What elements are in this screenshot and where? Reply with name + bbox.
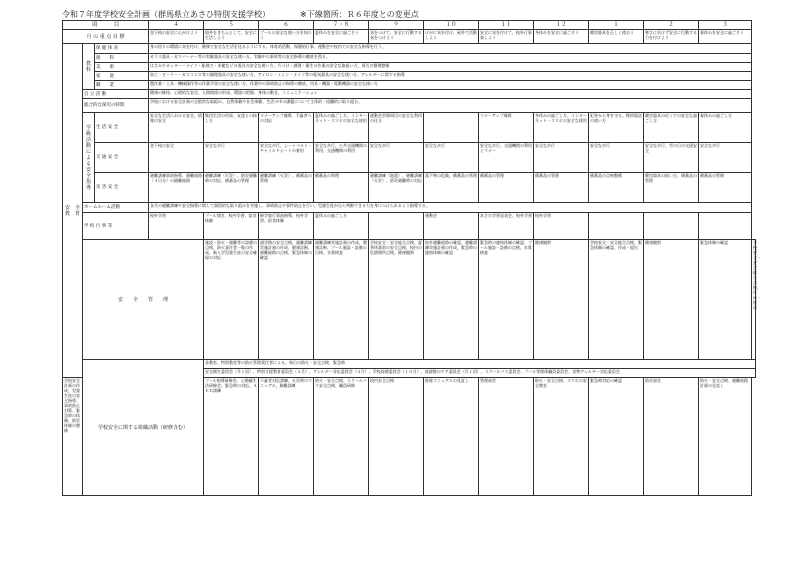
focus-cell: 冬休みを安全に過ごそう [534,30,589,44]
event-cell [589,213,644,240]
management-cell: 学校安全・安全総合点検、緊急体制の確認、作成・提出 [589,240,644,360]
plan-cell: 安全な歩行 [589,143,644,173]
focus-cell: 春休みを安全に過ごそう [699,30,752,44]
row-label: 生 活 安 全 [95,113,149,143]
subject-row [63,99,756,113]
management-cell: 学校安全・安全総合点検、夏季休業前の安全点検、校内の危険箇所点検、健康観察 [369,240,424,360]
subject-text: 健康の維持、心理的な安定、人間関係の形成、環境の把握、身体の動き、コミュニケーション [149,90,752,99]
plan-cell: 安全な歩行 [534,143,589,173]
focus-row [63,30,756,44]
plan-cell: 安全な歩行 [424,143,479,173]
safety-plan-table [62,20,761,496]
plan-cell: 集団生活の約束、友達との接し方 [204,113,259,143]
org-cell: 管理部会 [479,378,534,496]
month-7-8: ７・８ [314,21,369,30]
events-row [63,213,756,240]
org-cell: 防火・安全点検、避難経路計画の見直し [699,378,752,496]
plan-cell: 安全な歩行、公共交通機関の利用、交通機関の利用 [314,143,369,173]
plan-cell: 避難訓練（火災）、防災避難時の対応、備蓄品の管理 [204,173,259,203]
safety-education-label: 安 全 教 育 [63,44,83,378]
plan-cell: 暖房器具の扱い方、備蓄品の管理 [644,173,699,203]
subject-name: 美 術 [95,63,149,72]
management-cell: 施設・防火・避難等の設備の点検、防火責任者一覧の作成、新入学児童生徒の安全確保の対応 [204,240,259,360]
plan-cell: 冬休みの過ごし方、インターネット・スマホの安全な使用 [534,113,589,143]
month-12: １２ [534,21,589,30]
month-11: １１ [479,21,534,30]
homeroom-label: ホームルーム活動 [83,203,149,213]
focus-cell: 寒さに負けず安全に行動する力を付けよう [644,30,699,44]
subject-text: 農作業・工具・機械操作等の作業学習の安全な使い方、作業中の事故防止の指導の徹底、用具・機器・電動機器の安全な使い方 [149,81,752,90]
org-daily-text: 各教室、特別教室等の防火管理責任者による、毎日の防火・安全点検、緊急時 [204,360,756,369]
event-cell [644,213,699,240]
month-10: １０ [424,21,479,30]
plan-cell [424,113,479,143]
management-cell: 通学路の安全点検、避難訓練実施計画の作成、健康診断、避難経路の点検、緊急体制の確認 [259,240,314,360]
focus-cell: けがに気を付け、屋外で活動しよう [424,30,479,44]
event-cell: 校外学習 [534,213,589,240]
plan-cell: 暖房器具の近くでの安全な過ごし方 [644,113,699,143]
subject-row [63,81,756,90]
org-cell: 緊急時対応の確認 [589,378,644,496]
event-cell: プール開き、校外学習、給食体験 [204,213,259,240]
month-4: ４ [149,21,204,30]
subject-name: 総合的な探究の時間 [83,99,149,113]
org-cell: 推進マニュアルの見直し [424,378,479,496]
plan-cell: 備蓄品の管理 [534,173,589,203]
event-cell: 夏休みの過ごし方 [314,213,369,240]
subject-name: 保 健 体 育 [95,44,149,54]
subject-text: はさみやカッター・ナイフ・彫刻刀・木槌などの道具の安全な使い方、片づけ・調理・衛生の作業の安全な取扱い方、周辺の整理整頓 [149,63,752,72]
management-cell: 学校安全・安全総合点検、作成・提出 [752,240,756,360]
subject-row [63,72,756,81]
management-cell: 校外避難経路の確認、避難訓練実施計画の作成、緊急時の連絡体制の確認 [424,240,479,360]
plan-cell: 夏休みの過ごし方、インターネット・スマホの安全な使用 [314,113,369,143]
org-cell: 不審者対応訓練、火災時のマニュアル、避難訓練 [259,378,314,496]
org-cell: 防火・安全点検、スマホの安全教室 [534,378,589,496]
plan-cell: 安全な歩行、雪の日の交通安全 [644,143,699,173]
management-cell: 避難訓練実施計画の作成、健康診断、プール施設・設備の点検、水質検査 [314,240,369,360]
plan-cell: 安全な歩行 [699,143,752,173]
month-9: ９ [369,21,424,30]
organization-label: 学校安全に関する組織活動（研修含む） [83,360,204,496]
event-cell [699,213,752,240]
plan-cell: 安全な歩行、交通機関の利用とマナー [479,143,534,173]
subject-text: ガラス器具・ガスバーナー等の実験器具の安全な使い方、実験中の事故等の安全指導の徹底を図る。 [149,54,752,63]
org-cell: 防災部会 [644,378,699,496]
plan-cell: 安全な歩行 [369,143,424,173]
focus-cell: 暖房器具を正しく使おう [589,30,644,44]
plan-cell: 犯罪から身を守る、携帯電話の使い方 [589,113,644,143]
management-cell: 健康観察 [644,240,699,360]
plan-cell: 備蓄品の管理 [314,173,369,203]
focus-cell: 夏休みを安全に過ごそう [314,30,369,44]
document-title: 令和７年度学校安全計画（群馬県立あさひ特別支援学校） [62,10,270,19]
event-cell [369,213,424,240]
event-cell: 校外学習 [149,213,204,240]
subjects-label: 教 科 [83,44,95,90]
plan-cell: 避難訓練（火災）、備蓄品の管理 [259,173,314,203]
plan-cell: 運動会会場周辺の安全な利用の仕方 [369,113,424,143]
row-label: 災 害 安 全 [95,173,149,203]
change-note: ※下線箇所：Ｒ６年度との変更点 [300,10,419,19]
homeroom-row [63,203,756,213]
org-top-row [63,360,756,369]
focus-cell: 登下校の安全に心がけよう [149,30,204,44]
focus-cell: プールの安全な使い方を知ろう [259,30,314,44]
events-label: 学 校 行 事 等 [83,213,149,240]
plan-cell: 避難訓練事前指導、避難経路（３日分）の避難経路 [149,173,204,203]
plan-cell: 備蓄品の点検整備 [589,173,644,203]
plan-cell: 安全な歩行、シートベルト・チャイルドシートの着用 [259,143,314,173]
row-label: 交 通 安 全 [95,143,149,173]
management-label: 安 全 管 理 [83,240,204,360]
month-6: ６ [259,21,314,30]
plan-cell: 備蓄品の管理 [699,173,752,203]
management-row [63,240,756,360]
month-header-row [63,21,756,30]
management-cell: 緊急体制の確認 [699,240,752,360]
traffic-safety-row [63,143,756,173]
committee-text: 安全衛生委員会（月１回）、特別支援教育委員会（４月）、アレルギー対応委員会（４月）、学校保健委員会（１０月）、放課後のケア委員会（月１回）、スクールバス委員会、プール等関係職員委員会、食物アレルギー対応委員会 [204,369,756,378]
month-1: １ [589,21,644,30]
life-safety-row [63,113,756,143]
item-header: 項 目 [63,21,149,30]
org-cell: 学校安全計画の作成、児童生徒の安全指導、事故防止対策、緊急時の体制、防災体制の整備 [63,378,83,496]
org-cell: プール指導研修会、心肺蘇生法研修会、緊急時の対応、ＡＥＤ訓練 [204,378,259,496]
plan-cell: 安全な生活における安全、情報の安全 [149,113,204,143]
homeroom-text: 各月の避難訓練や安全指導に関して個別的な取り組みを実施し、事故防止や事件防止を行い、児童生徒が自ら判断できる力を身につけられるよう指導する。 [149,203,752,213]
plan-cell: マナーアップ週間、不審者への対応 [259,113,314,143]
subject-row [63,54,756,63]
plan-cell: 安全な歩行 [204,143,259,173]
disaster-safety-row [63,173,756,203]
subject-row [63,44,756,54]
focus-cell: 安全に気を付けて、校外行事楽しよう [479,30,534,44]
month-2: ２ [644,21,699,30]
subject-text: 身の回りの環境に気を付け、健康で安全な生活を送るようにする。体育的活動、保健的行事、運動会や校内での安全な指導を行う。 [149,44,752,54]
subject-name: 理 科 [95,54,149,63]
event-cell: 運動会 [424,213,479,240]
month-3: ３ [699,21,752,30]
focus-cell: 校外をきちんとして、安全に生活しよう [204,30,259,44]
management-cell: 健康観察 [534,240,589,360]
plan-cell: 春休みの過ごし方 [699,113,752,143]
subject-name: 家 庭 [95,72,149,81]
management-cell: 緊急時の連絡体制の確認、プール施設・設備の点検、水質検査 [479,240,534,360]
month-5: ５ [204,21,259,30]
org-cell: 防火・安全点検、スクールバス安全点検、職員研修 [314,378,369,496]
subject-name: 職 業 [95,81,149,90]
class-activity-label: 学級活動による安全指導 [83,113,95,203]
subject-text: 学校における安全計画の全般的な取組み、自然体験や社会体験、生活の中の課題について主体的・協働的に取り組む。 [149,99,752,113]
subject-row [63,90,756,99]
event-cell: あさひ学習発表会、校外学習 [479,213,534,240]
focus-label: 月 の 重 点 目 標 [63,30,149,44]
subject-text: 加工・ビーラー・ガスコンロ等の調理器具の安全な使い方、アイロン・ミシン・ナイフ等の電気器具の安全な使い方、アレルギーに関する指導 [149,72,752,81]
plan-cell: 登下校の安全 [149,143,204,173]
org-cell: 校内安全点検 [369,378,424,496]
subject-row [63,63,756,72]
plan-cell: 備蓄品の管理 [479,173,534,203]
event-cell: 修学旅行事前指導、校外学習、給食体験 [259,213,314,240]
subject-name: 自 立 活 動 [83,90,149,99]
plan-cell: 避難訓練（地震）、避難訓練（火災）、防災避難時の対応 [369,173,424,203]
plan-cell: マナーアップ週間 [479,113,534,143]
focus-cell: 気をつけて、安全に行動する気をつけよう [369,30,424,44]
plan-cell: 落下物の危険、備蓄品の管理 [424,173,479,203]
